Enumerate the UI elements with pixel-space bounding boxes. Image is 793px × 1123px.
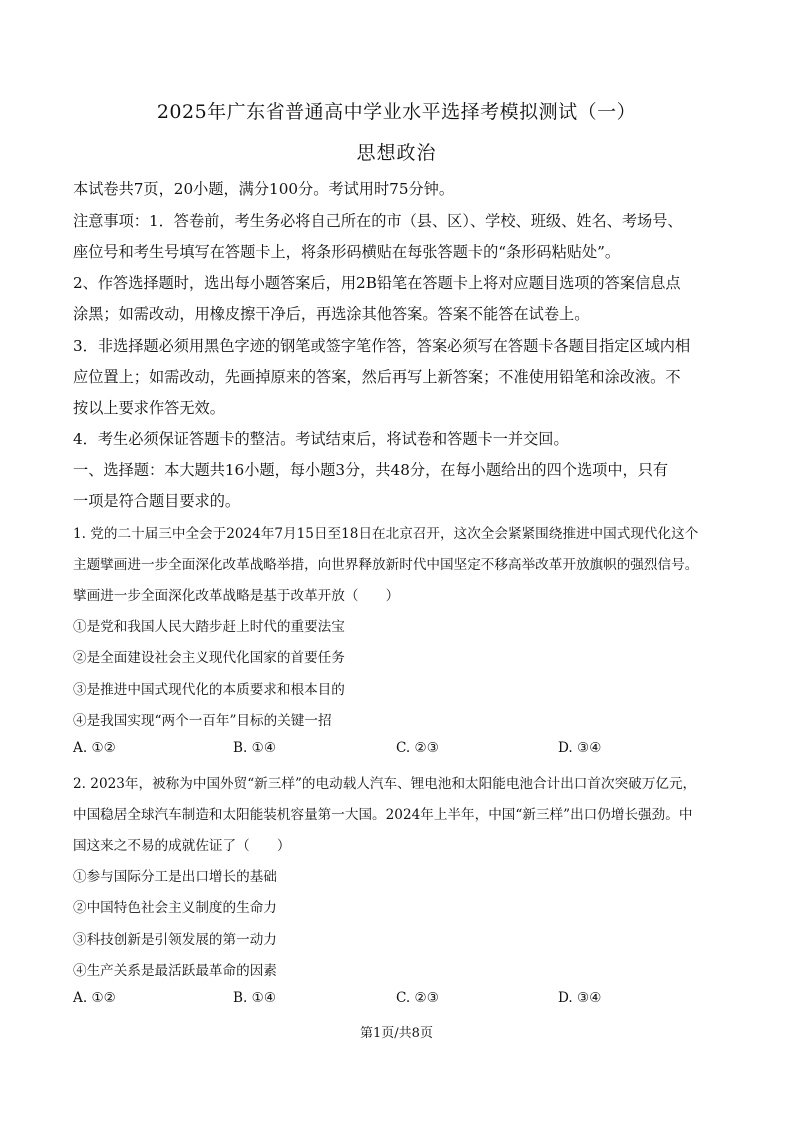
question-2-statement: ③科技创新是引领发展的第一动力 — [73, 932, 277, 948]
instruction-line: 2、作答选择题时，选出每小题答案后，用2B铅笔在答题卡上将对应题目选项的答案信息点 — [73, 274, 681, 292]
question-2-option-d: D. ③④ — [558, 990, 602, 1006]
page-number: 第1页/共8页 — [360, 1026, 433, 1041]
question-2-stem: 中国稳居全球汽车制造和太阳能装机容量第一大国。2024年上半年，中国“新三样”出口仍增长强劲。中 — [73, 807, 693, 823]
section-heading: 一项是符合题目要求的。 — [73, 492, 241, 510]
question-1-statement: ②是全面建设社会主义现代化国家的首要任务 — [73, 650, 345, 666]
question-1-statement: ①是党和我国人民大踏步赶上时代的重要法宝 — [73, 619, 345, 635]
instruction-line: 3．非选择题必须用黑色字迹的钢笔或签字笔作答，答案必须写在答题卡各题目指定区域内相 — [73, 337, 691, 355]
question-2-statement: ④生产关系是最活跃最革命的因素 — [73, 963, 277, 979]
instruction-line: 按以上要求作答无效。 — [73, 399, 225, 417]
question-1-option-b: B. ①④ — [233, 740, 277, 756]
instruction-line: 4．考生必须保证答题卡的整洁。考试结束后，将试卷和答题卡一并交回。 — [73, 430, 569, 448]
question-1-option-c: C. ②③ — [396, 740, 439, 756]
instruction-line: 本试卷共7页，20小题，满分100分。考试用时75分钟。 — [73, 180, 455, 198]
question-2-option-c: C. ②③ — [396, 990, 439, 1006]
question-2-statement: ①参与国际分工是出口增长的基础 — [73, 869, 277, 885]
exam-title: 2025年广东省普通高中学业水平选择考模拟测试（一） — [156, 101, 637, 123]
question-1-stem: 擘画进一步全面深化改革战略是基于改革开放（ ） — [73, 588, 400, 604]
instruction-line: 注意事项：1．答卷前，考生务必将自己所在的市（县、区）、学校、班级、姓名、考场号、 — [73, 212, 683, 230]
question-1-statement: ④是我国实现“两个一百年”目标的关键一招 — [73, 713, 332, 729]
question-2-option-a: A. ①② — [73, 990, 116, 1006]
question-1-stem: 主题擘画进一步全面深化改革战略举措，向世界释放新时代中国坚定不移高举改革开放旗帜的强烈信号。 — [73, 557, 699, 573]
question-1-stem: 1. 党的二十届三中全会于2024年7月15日至18日在北京召开，这次全会紧紧围绕推进中国式现代化这个 — [73, 526, 699, 542]
instruction-line: 座位号和考生号填写在答题卡上，将条形码横贴在每张答题卡的“条形码粘贴处”。 — [73, 243, 621, 261]
question-2-option-b: B. ①④ — [233, 990, 277, 1006]
instruction-line: 应位置上；如需改动，先画掉原来的答案，然后再写上新答案；不准使用铅笔和涂改液。不 — [73, 368, 681, 386]
question-2-stem: 2. 2023年，被称为中国外贸“新三样”的电动载人汽车、锂电池和太阳能电池合计出口首次突破万亿元， — [73, 776, 697, 792]
instruction-line: 涂黑；如需改动，用橡皮擦干净后，再选涂其他答案。答案不能答在试卷上。 — [73, 305, 590, 323]
question-1-statement: ③是推进中国式现代化的本质要求和根本目的 — [73, 682, 345, 698]
exam-subject: 思想政治 — [356, 142, 437, 164]
question-1-option-a: A. ①② — [73, 740, 116, 756]
section-heading: 一、选择题：本大题共16小题，每小题3分，共48分，在每小题给出的四个选项中，只有 — [73, 461, 669, 479]
question-2-stem: 国这来之不易的成就佐证了（ ） — [73, 838, 291, 854]
question-1-option-d: D. ③④ — [558, 740, 602, 756]
question-2-statement: ②中国特色社会主义制度的生命力 — [73, 900, 277, 916]
